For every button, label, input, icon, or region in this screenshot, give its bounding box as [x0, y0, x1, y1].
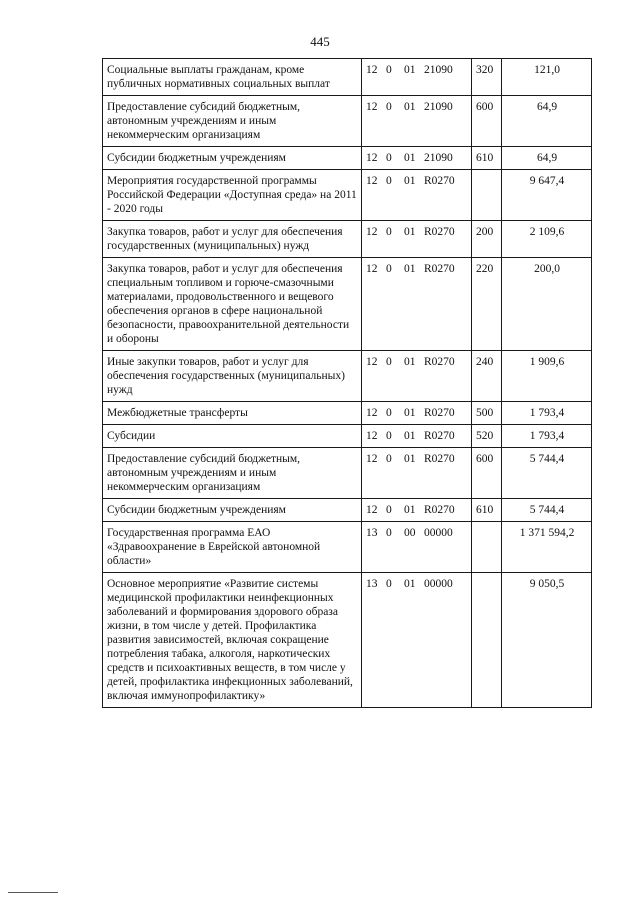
target-article-part-p2: 0 — [386, 527, 392, 539]
target-article-cell — [362, 402, 472, 425]
target-article-part-p1: 13 — [366, 527, 378, 539]
target-article-part-p2: 0 — [386, 356, 392, 368]
target-article-part-p3: 01 — [404, 175, 416, 187]
expense-type-cell: 320 — [472, 59, 502, 96]
target-article-part-p1: 12 — [366, 504, 378, 516]
target-article-part-p1: 12 — [366, 226, 378, 238]
target-article-cell — [362, 499, 472, 522]
target-article-part-p1: 13 — [366, 578, 378, 590]
target-article-part-p3: 01 — [404, 226, 416, 238]
budget-table-body — [103, 59, 592, 708]
target-article-part-p1: 12 — [366, 152, 378, 164]
row-name-cell: Предоставление субсидий бюджетным, автономным учреждениям и иным некоммерческим организациям — [103, 448, 362, 499]
table-row — [103, 170, 592, 221]
target-article-cell — [362, 258, 472, 351]
target-article-part-p2: 0 — [386, 453, 392, 465]
target-article-part-p3: 01 — [404, 407, 416, 419]
expense-type-cell: 600 — [472, 96, 502, 147]
expense-type-cell: 600 — [472, 448, 502, 499]
target-article-part-p1: 12 — [366, 64, 378, 76]
table-row — [103, 402, 592, 425]
target-article-part-p3: 01 — [404, 504, 416, 516]
table-row — [103, 351, 592, 402]
target-article-part-p4: 21090 — [424, 101, 453, 113]
target-article-part-p1: 12 — [366, 430, 378, 442]
target-article-part-p2: 0 — [386, 407, 392, 419]
target-article-part-p3: 01 — [404, 152, 416, 164]
row-name-cell: Субсидии — [103, 425, 362, 448]
target-article-part-p3: 01 — [404, 101, 416, 113]
target-article-part-p2: 0 — [386, 226, 392, 238]
target-article-part-p2: 0 — [386, 152, 392, 164]
target-article-part-p4: R0270 — [424, 430, 455, 442]
target-article-part-p1: 12 — [366, 407, 378, 419]
target-article-cell — [362, 147, 472, 170]
target-article-part-p1: 12 — [366, 356, 378, 368]
amount-cell: 1 793,4 — [502, 402, 592, 425]
row-name-cell: Иные закупки товаров, работ и услуг для обеспечения государственных (муниципальных) нужд — [103, 351, 362, 402]
footer-divider — [8, 892, 58, 893]
target-article-part-p1: 12 — [366, 101, 378, 113]
target-article-part-p3: 01 — [404, 263, 416, 275]
amount-cell: 64,9 — [502, 147, 592, 170]
table-row — [103, 258, 592, 351]
target-article-part-p4: 00000 — [424, 578, 453, 590]
target-article-cell — [362, 96, 472, 147]
target-article-cell — [362, 522, 472, 573]
target-article-cell — [362, 425, 472, 448]
target-article-part-p4: R0270 — [424, 226, 455, 238]
row-name-cell: Мероприятия государственной программы Российской Федерации «Доступная среда» на 2011 - 2020 годы — [103, 170, 362, 221]
amount-cell: 9 050,5 — [502, 573, 592, 708]
target-article-part-p4: 00000 — [424, 527, 453, 539]
row-name-cell: Социальные выплаты гражданам, кроме публичных нормативных социальных выплат — [103, 59, 362, 96]
target-article-cell — [362, 59, 472, 96]
amount-cell: 9 647,4 — [502, 170, 592, 221]
target-article-part-p2: 0 — [386, 101, 392, 113]
target-article-part-p2: 0 — [386, 578, 392, 590]
target-article-part-p4: 21090 — [424, 152, 453, 164]
target-article-part-p3: 01 — [404, 64, 416, 76]
amount-cell: 5 744,4 — [502, 448, 592, 499]
table-row — [103, 573, 592, 708]
budget-table — [102, 58, 592, 708]
expense-type-cell: 520 — [472, 425, 502, 448]
table-row — [103, 425, 592, 448]
target-article-cell — [362, 573, 472, 708]
target-article-part-p1: 12 — [366, 263, 378, 275]
expense-type-cell: 500 — [472, 402, 502, 425]
expense-type-cell — [472, 573, 502, 708]
target-article-part-p4: R0270 — [424, 263, 455, 275]
target-article-part-p4: R0270 — [424, 407, 455, 419]
amount-cell: 200,0 — [502, 258, 592, 351]
amount-cell: 2 109,6 — [502, 221, 592, 258]
expense-type-cell — [472, 522, 502, 573]
row-name-cell: Основное мероприятие «Развитие системы медицинской профилактики неинфекционных заболеваний и формирования здорового образа жизни, в том числе у детей. Профилактика развития зависимостей, включая сокращение потребления табака, алкоголя, наркотических средств и психоактивных веществ, в том числе у детей, профилактика инфекционных заболеваний, включая иммунопрофилактику» — [103, 573, 362, 708]
table-row — [103, 96, 592, 147]
row-name-cell: Закупка товаров, работ и услуг для обеспечения специальным топливом и горюче-смазочными материалами, продовольственного и вещевого обеспечения органов в сфере национальной безопасности, правоохранительной деятельности и обороны — [103, 258, 362, 351]
amount-cell: 121,0 — [502, 59, 592, 96]
expense-type-cell: 240 — [472, 351, 502, 402]
target-article-part-p2: 0 — [386, 430, 392, 442]
expense-type-cell: 610 — [472, 499, 502, 522]
target-article-part-p1: 12 — [366, 453, 378, 465]
table-row — [103, 448, 592, 499]
amount-cell: 64,9 — [502, 96, 592, 147]
target-article-part-p2: 0 — [386, 263, 392, 275]
table-row — [103, 59, 592, 96]
target-article-part-p4: R0270 — [424, 356, 455, 368]
target-article-part-p2: 0 — [386, 64, 392, 76]
table-row — [103, 221, 592, 258]
amount-cell: 5 744,4 — [502, 499, 592, 522]
table-row — [103, 147, 592, 170]
target-article-cell — [362, 170, 472, 221]
row-name-cell: Закупка товаров, работ и услуг для обеспечения государственных (муниципальных) нужд — [103, 221, 362, 258]
target-article-cell — [362, 351, 472, 402]
target-article-part-p4: R0270 — [424, 175, 455, 187]
target-article-part-p3: 00 — [404, 527, 416, 539]
amount-cell: 1 909,6 — [502, 351, 592, 402]
row-name-cell: Межбюджетные трансферты — [103, 402, 362, 425]
target-article-part-p4: R0270 — [424, 504, 455, 516]
expense-type-cell — [472, 170, 502, 221]
target-article-part-p1: 12 — [366, 175, 378, 187]
table-row — [103, 522, 592, 573]
row-name-cell: Субсидии бюджетным учреждениям — [103, 147, 362, 170]
target-article-part-p3: 01 — [404, 578, 416, 590]
expense-type-cell: 220 — [472, 258, 502, 351]
target-article-part-p2: 0 — [386, 175, 392, 187]
row-name-cell: Государственная программа ЕАО «Здравоохранение в Еврейской автономной области» — [103, 522, 362, 573]
table-row — [103, 499, 592, 522]
expense-type-cell: 610 — [472, 147, 502, 170]
amount-cell: 1 371 594,2 — [502, 522, 592, 573]
amount-cell: 1 793,4 — [502, 425, 592, 448]
target-article-cell — [362, 448, 472, 499]
row-name-cell: Предоставление субсидий бюджетным, автономным учреждениям и иным некоммерческим организациям — [103, 96, 362, 147]
target-article-part-p3: 01 — [404, 453, 416, 465]
page-number: 445 — [310, 34, 330, 49]
target-article-part-p3: 01 — [404, 356, 416, 368]
target-article-part-p4: 21090 — [424, 64, 453, 76]
row-name-cell: Субсидии бюджетным учреждениям — [103, 499, 362, 522]
target-article-part-p4: R0270 — [424, 453, 455, 465]
target-article-cell — [362, 221, 472, 258]
target-article-part-p2: 0 — [386, 504, 392, 516]
target-article-part-p3: 01 — [404, 430, 416, 442]
expense-type-cell: 200 — [472, 221, 502, 258]
